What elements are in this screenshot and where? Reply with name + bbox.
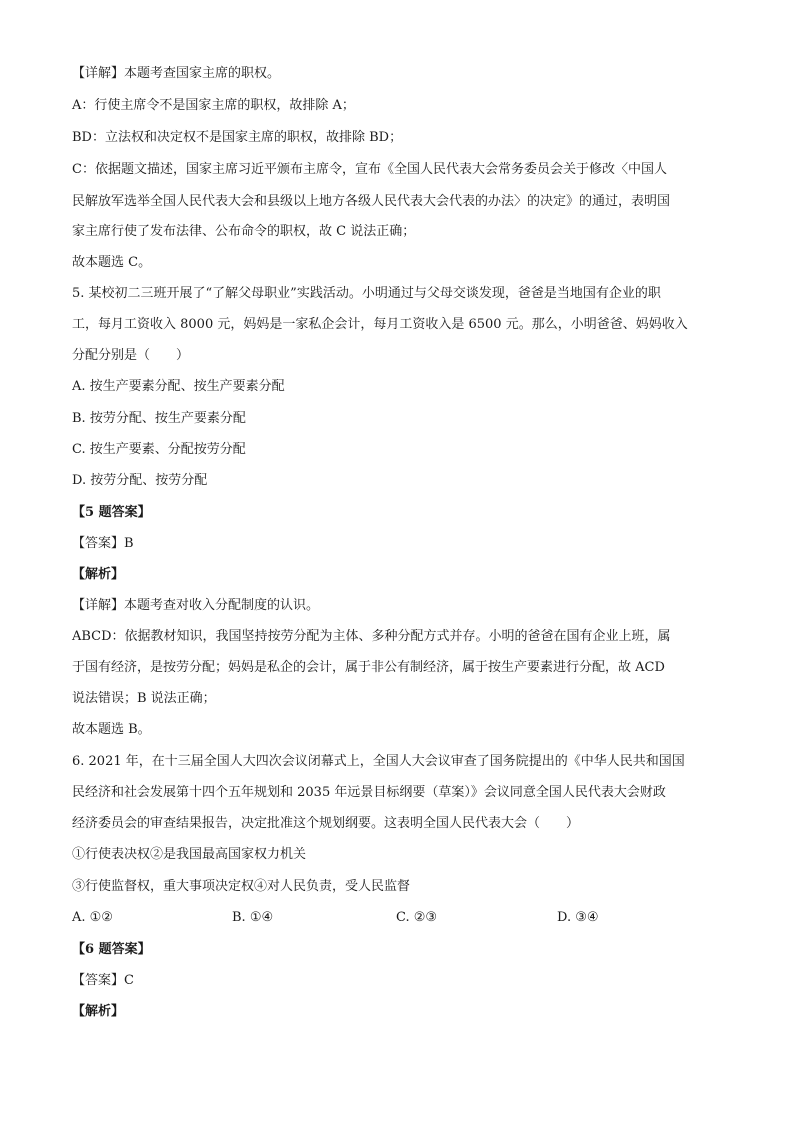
q5-option-b: B. 按劳分配、按生产要素分配 (72, 411, 246, 426)
q6-statement-line2: ③行使监督权，重大事项决定权④对人民负责，受人民监督 (72, 879, 411, 894)
q6-answer: 【答案】C (72, 973, 134, 988)
q4-detail: 【详解】本题考查国家主席的职权。 (72, 66, 281, 81)
q6-stem-line2: 民经济和社会发展第十四个五年规划和 2035 年远景目标纲要（草案）》会议同意全国人民代表大会财政 (72, 785, 666, 800)
q6-option-c: C. ②③ (396, 910, 438, 925)
q5-option-c: C. 按生产要素、分配按劳分配 (72, 442, 246, 457)
q4-option-bd-explanation: BD：立法权和决定权不是国家主席的职权，故排除 BD； (72, 130, 403, 145)
q6-stem-line1: 6. 2021 年，在十三届全国人大四次会议闭幕式上，全国人大会议审查了国务院提出的《中华人民共和国国 (72, 754, 685, 769)
q5-answer-header: 【5 题答案】 (72, 505, 151, 520)
q4-option-c-explanation-line2: 民解放军选举全国人民代表大会和县级以上地方各级人民代表大会代表的办法〉的决定》的通过，表明国 (72, 194, 671, 209)
q5-option-a: A. 按生产要素分配、按生产要素分配 (72, 379, 285, 394)
q5-conclusion: 故本题选 B。 (72, 722, 151, 737)
q6-stem-line3: 经济委员会的审查结果报告，决定批准这个规划纲要。这表明全国人民代表大会（ ） (72, 816, 580, 831)
q4-option-a-explanation: A：行使主席令不是国家主席的职权，故排除 A； (72, 98, 355, 113)
q6-option-b: B. ①④ (232, 910, 274, 925)
q6-option-d: D. ③④ (557, 910, 599, 925)
q4-conclusion: 故本题选 C。 (72, 255, 152, 270)
q5-answer: 【答案】B (72, 536, 134, 551)
q5-explanation-line3: 说法错误；B 说法正确； (72, 691, 216, 706)
q5-stem-line3: 分配分别是（ ） (72, 348, 190, 363)
q5-option-d: D. 按劳分配、按劳分配 (72, 473, 208, 488)
q5-explanation-line1: ABCD：依据教材知识，我国坚持按劳分配为主体、多种分配方式并存。小明的爸爸在国有企业上班，属 (72, 629, 671, 644)
q5-detail: 【详解】本题考查对收入分配制度的认识。 (72, 598, 320, 613)
q6-analysis-header: 【解析】 (72, 1004, 125, 1019)
q6-answer-header: 【6 题答案】 (72, 942, 151, 957)
q5-stem-line1: 5. 某校初二三班开展了“了解父母职业”实践活动。小明通过与父母交谈发现，爸爸是当地国有企业的职 (72, 286, 661, 301)
q5-analysis-header: 【解析】 (72, 567, 125, 582)
q6-option-a: A. ①② (72, 910, 113, 925)
q4-option-c-explanation-line3: 家主席行使了发布法律、公布命令的职权，故 C 说法正确； (72, 224, 416, 239)
q5-stem-line2: 工，每月工资收入 8000 元，妈妈是一家私企会计，每月工资收入是 6500 元。那么，小明爸爸、妈妈收入 (72, 317, 688, 332)
q4-option-c-explanation-line1: C：依据题文描述，国家主席习近平颁布主席令，宣布《全国人民代表大会常务委员会关于修改〈中国人 (72, 162, 667, 177)
q5-explanation-line2: 于国有经济，是按劳分配；妈妈是私企的会计，属于非公有制经济，属于按生产要素进行分配，故 ACD (72, 660, 665, 675)
q6-statement-line1: ①行使表决权②是我国最高国家权力机关 (72, 847, 307, 862)
